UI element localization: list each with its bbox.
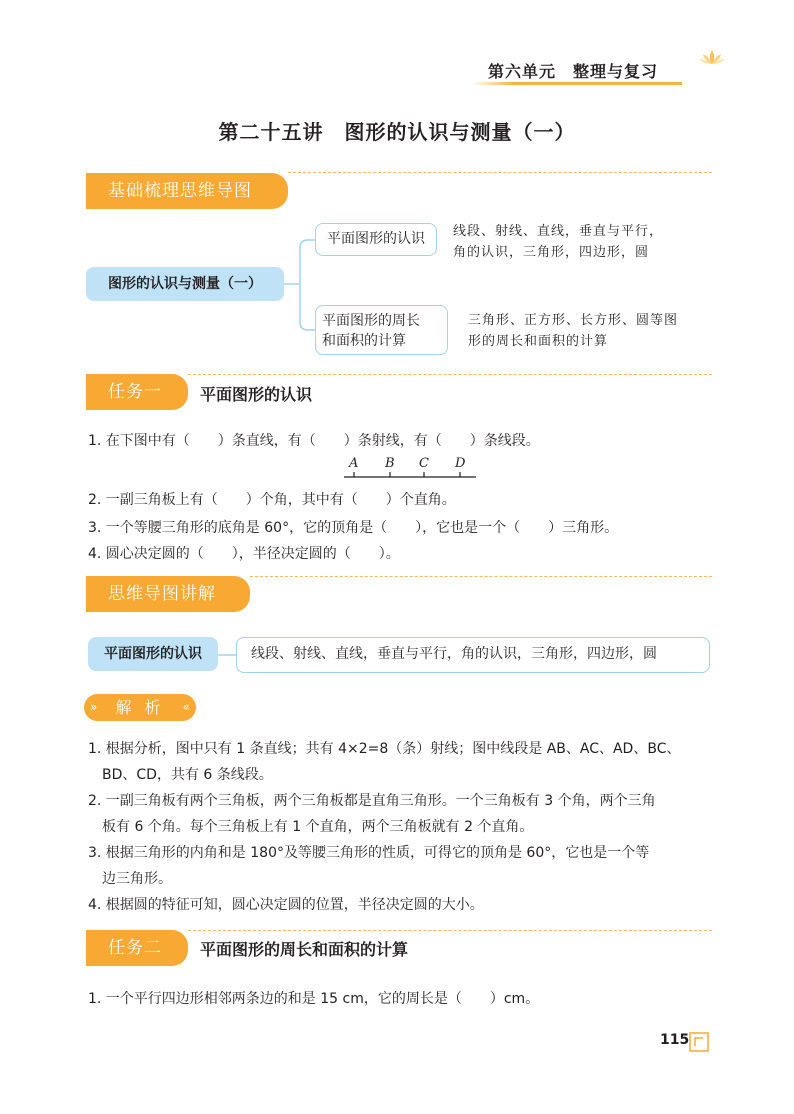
mindmap-branch-recognition-desc [453,221,713,263]
analysis-1 [88,736,718,788]
explain-content: 线段、射线、直线，垂直与平行，角的认识，三角形，四边形，圆 [236,637,710,673]
analysis-line: 板有 6 个角。每个三角板上有 1 个直角，两个三角板就有 2 个直角。 [102,819,534,835]
page-corner-icon [689,1032,709,1052]
analysis-3 [88,840,718,892]
section-divider [188,374,712,375]
section-tab-task2: 任务二 [86,930,188,966]
explain-connector [218,653,236,657]
analysis-line: 3. 根据三角形的内角和是 180°及等腰三角形的性质，可得它的顶角是 60°，它也是一个等 [88,845,650,861]
desc-line: 角的认识，三角形，四边形，圆 [453,245,650,260]
desc-line: 三角形、正方形、长方形、圆等图 [468,313,679,328]
analysis-badge [84,694,196,721]
line-figure [330,455,480,485]
analysis-line: 1. 根据分析，图中只有 1 条直线；共有 4×2=8（条）射线；图中线段是 AB、AC、AD、BC、 [88,741,681,757]
section-tab-mindmap: 基础梳理思维导图 [86,173,288,209]
question-3: 3. 一个等腰三角形的底角是 60°，它的顶角是（ ），它也是一个（ ）三角形。 [88,520,619,536]
mindmap-branch-perimeter-area [315,305,448,355]
branch-label-line: 和面积的计算 [322,333,406,349]
section-tab-explain: 思维导图讲解 [86,576,250,612]
page-number: 115 [660,1032,690,1048]
section-divider [250,576,712,577]
chevron-left-icon: « [182,700,190,714]
question-4: 4. 圆心决定圆的（ ），半径决定圆的（ ）。 [88,546,400,562]
desc-line: 形的周长和面积的计算 [468,334,609,349]
task2-title: 平面图形的周长和面积的计算 [200,940,409,959]
analysis-line: 边三角形。 [102,871,172,887]
mindmap-branch-perimeter-area-desc [468,310,718,352]
point-label: C [419,456,429,471]
unit-header-underline [472,82,682,85]
section-divider [188,930,712,931]
mindmap-root: 图形的认识与测量（一） [86,267,284,301]
chevron-right-icon: » [90,700,98,714]
point-label: A [349,456,359,471]
analysis-line: BD、CD，共有 6 条线段。 [102,767,273,783]
task1-title: 平面图形的认识 [200,385,313,404]
section-divider [288,172,712,173]
section-tab-task1: 任务一 [86,374,188,410]
desc-line: 线段、射线、直线，垂直与平行， [453,224,664,239]
task2-question-1: 1. 一个平行四边形相邻两条边的和是 15 cm，它的周长是（ ）cm。 [88,991,540,1007]
lotus-icon [698,48,726,66]
analysis-4: 4. 根据圆的特征可知，圆心决定圆的位置，半径决定圆的大小。 [88,897,484,913]
explain-label: 平面图形的认识 [88,637,218,671]
unit-title: 第六单元 整理与复习 [488,62,659,81]
analysis-2 [88,788,718,840]
unit-header [472,56,722,90]
analysis-badge-label: 解 析 [115,698,165,717]
mindmap-branch-recognition: 平面图形的认识 [315,223,437,256]
question-1: 1. 在下图中有（ ）条直线，有（ ）条射线，有（ ）条线段。 [88,433,540,449]
point-label: B [385,456,395,471]
point-label: D [455,456,466,471]
branch-label-line: 平面图形的周长 [322,313,420,329]
question-2: 2. 一副三角板上有（ ）个角，其中有（ ）个直角。 [88,492,456,508]
analysis-line: 2. 一副三角板有两个三角板，两个三角板都是直角三角形。一个三角板有 3 个角，两个三角 [88,793,656,809]
lesson-title: 第二十五讲 图形的认识与测量（一） [218,120,576,144]
